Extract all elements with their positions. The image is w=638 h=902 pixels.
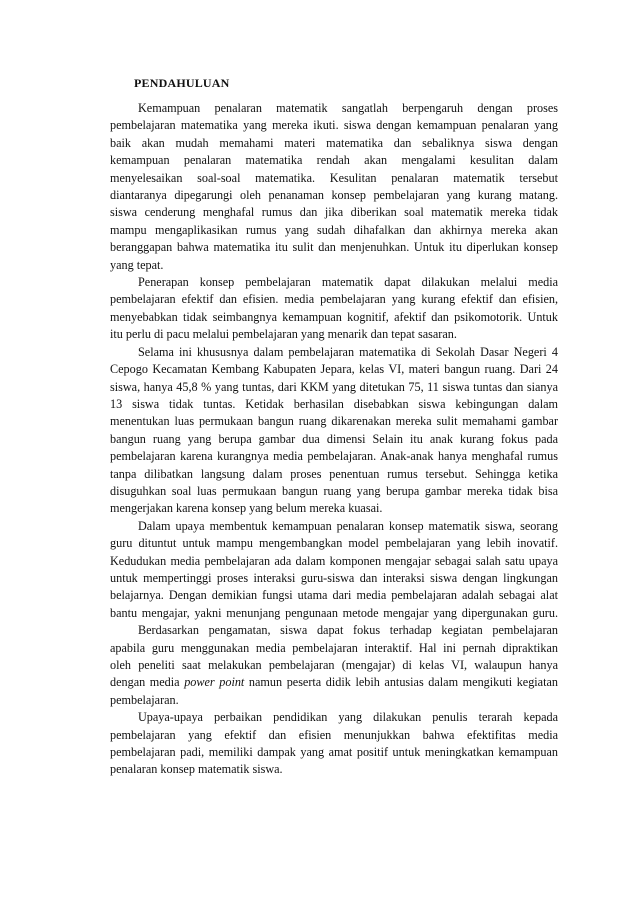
text-line: menyelesaikan soal-soal matematika. Kesulitan penalaran matematik tersebut: [110, 170, 558, 185]
text-line: pembelajaran yang efektif dan efisien menunjukkan bahwa efektifitas media: [110, 727, 558, 742]
text-line: menyebabkan tidak seimbangnya kemampuan kognitif, afektif dan psikomotorik. Untuk: [110, 309, 558, 324]
text-line: Dalam upaya membentuk kemampuan penalaran konsep matematik siswa, seorang: [138, 518, 558, 533]
text-line: Upaya-upaya perbaikan pendidikan yang dilakukan penulis terarah kepada: [138, 710, 558, 725]
text-line: apabila guru menggunakan media pembelajaran interaktif. Hal ini pernah dipraktikan: [110, 640, 558, 655]
paragraph-5: [110, 622, 558, 709]
text-line: siswa, hanya 45,8 % yang tuntas, dari KKM yang ditetukan 75, 11 siswa tuntas dan sianya: [110, 379, 558, 394]
paragraph-2: [110, 274, 558, 344]
text-line: pembelajaran efektif dan efisien. media pembelajaran yang kurang efektif dan efisien,: [110, 292, 558, 307]
text-line: pembelajaran matematika yang mereka ikuti. siswa dengan kemampuan penalaran yang: [110, 118, 558, 133]
text-line: 13 siswa tidak tuntas. Ketidak berhasilan disebabkan siswa kebingungan dalam: [110, 396, 558, 411]
text-line: kemampuan penalaran matematika rendah akan mengalami kesulitan dalam: [110, 153, 558, 168]
text-line: Kedudukan media pembelajaran ada dalam komponen mengajar sebagai salah satu upaya: [110, 553, 558, 568]
text-line: disuguhkan soal luas permukaan bangun ruang yang berupa gambar mereka tidak bisa: [110, 483, 558, 498]
text-line: Berdasarkan pengamatan, siswa dapat fokus terhadap kegiatan pembelajaran: [138, 623, 558, 638]
text-line: beranggapan bahwa matematika itu sulit dan menjenuhkan. Untuk itu diperlukan konsep: [110, 240, 558, 255]
paragraph-1: [110, 100, 558, 274]
text-line: pembelajaran karena kurangnya media pembelajaran. Anak-anak hanya menghafal rumus: [110, 449, 558, 464]
text-line: baik akan mudah memahami materi matematika dan sebaliknya siswa dengan: [110, 135, 558, 150]
text-fragment: namun peserta didik lebih antusias dalam mengikuti kegiatan: [244, 675, 558, 690]
document-body: [110, 100, 558, 779]
text-line: mengerjakan karena konsep yang belum mereka kuasai.: [110, 501, 383, 516]
text-line: guru dituntut untuk mampu mengembangkan model pembelajaran yang lebih inovatif.: [110, 536, 558, 551]
text-line: mampu mengaplikasikan rumus yang sudah dihafalkan dan akhirnya mereka akan: [110, 222, 558, 237]
text-line: yang tepat.: [110, 257, 164, 272]
paragraph-3: [110, 344, 558, 518]
paragraph-4: [110, 518, 558, 622]
text-line: diantaranya dipegarungi oleh penanaman konsep pembelajaran yang kurang matang.: [110, 188, 558, 203]
text-line: oleh peneliti saat melakukan pembelajaran (mengajar) di kelas VI, walaupun hanya: [110, 658, 558, 672]
text-line: Cepogo Kecamatan Kembang Kabupaten Jepara, kelas VI, materi bangun ruang. Dari 24: [110, 362, 558, 377]
text-line: Penerapan konsep pembelajaran matematik dapat dilakukan melalui media: [138, 275, 558, 290]
italic-term: power point: [184, 675, 245, 690]
section-heading: PENDAHULUAN: [134, 76, 230, 90]
paragraph-6: [110, 709, 558, 779]
text-line: penalaran konsep matematik siswa.: [110, 762, 283, 777]
text-line: itu perlu di pacu melalui pembelajaran yang menarik dan tepat sasaran.: [110, 327, 457, 342]
text-line-media: [110, 674, 558, 691]
text-line: belajarnya. Dengan demikian fungsi utama dari media pembelajaran adalah sebagai alat: [110, 588, 558, 603]
text-line: tanpa dilibatkan langsung dalam proses penentuan rumus tersebut. Sehingga ketika: [110, 466, 558, 481]
text-line: Selama ini khususnya dalam pembelajaran matematika di Sekolah Dasar Negeri 4: [138, 344, 558, 359]
text-line: menentukan luas permukaan bangun ruang dikarenakan mereka sulit memahami gambar: [110, 414, 558, 429]
text-line: Kemampuan penalaran matematik sangatlah berpengaruh dengan proses: [138, 101, 558, 115]
text-line: untuk mempertinggi proses interaksi guru-siswa dan interaksi siswa dengan lingkungan: [110, 570, 558, 585]
text-line: siswa cenderung menghafal rumus dan jika diberikan soal matematik mereka tidak: [110, 205, 558, 220]
text-fragment: dengan media: [110, 675, 185, 690]
text-line: pembelajaran padi, memiliki dampak yang amat positif untuk meningkatkan kemampuan: [110, 745, 558, 760]
text-line: pembelajaran.: [110, 692, 179, 707]
text-line: bangun ruang yang berupa gambar dua dimensi Selain itu anak kurang fokus pada: [110, 431, 558, 446]
text-line: bantu mengajar, yakni menunjang pengunaan metode mengajar yang dipergunakan guru.: [110, 605, 558, 620]
